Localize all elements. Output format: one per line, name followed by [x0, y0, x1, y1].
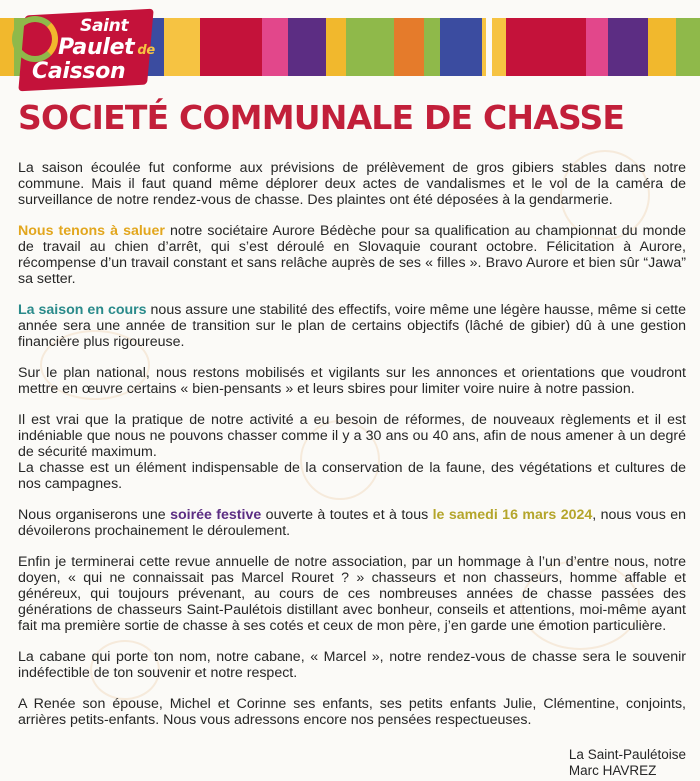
paragraph-9: A Renée son épouse, Michel et Corinne ses enfants, ses petits enfants Julie, Clémentine, conjoints, arrières petits-enfants. Nous vous adressons encore nos pensées respectueuses. [18, 696, 686, 728]
highlight-saluer: Nous tenons à saluer [18, 223, 165, 239]
paragraph-5b: La chasse est un élément indispensable de la conservation de la faune, des végétations et cultures de nos campagnes. [18, 460, 686, 492]
logo-line-2 [58, 35, 155, 60]
header-stripe [326, 18, 346, 76]
header-stripe [608, 18, 648, 76]
paragraph-7: Enfin je terminerai cette revue annuelle de notre association, par un hommage à l’un d’entre nous, notre doyen, « qui ne connaissait pas Marcel Rouret ? » chasseurs et non chasseurs, homme affable et généreux, qui toujours prévenant, au cours de ces nombreuses années de chasse passées des générations de chasseurs Saint-Paulétois distillant avec bonheur, conseils et attentions, moi-même ayant fait ma première sortie de chasse à ses cotés et ceux de mon père, j’en garde une émotion particulière. [18, 554, 686, 634]
header-stripe [394, 18, 424, 76]
paragraph-6-end: , nous vous en dévoilerons prochainement le déroulement. [18, 507, 686, 539]
header-stripe-gap [486, 18, 492, 76]
highlight-date: le samedi 16 mars 2024 [432, 507, 593, 523]
logo-line-2-small: de [137, 43, 155, 58]
paragraph-1: La saison écoulée fut conforme aux prévisions de prélèvement de gros gibiers stables dans notre commune. Mais il faut quand même déplorer deux actes de vandalismes et le vol de la caméra de surveillance de notre rendez-vous de chasse. Des plaintes ont été déposées à la gendarmerie. [18, 160, 686, 208]
header-stripe [482, 18, 506, 76]
signature-org: La Saint-Paulétoise [568, 747, 686, 762]
header-stripe [440, 18, 482, 76]
header-stripe [424, 18, 440, 76]
article-body [18, 160, 686, 743]
logo-line-2-text: Paulet [58, 35, 135, 60]
signature [569, 747, 686, 779]
logo-ring [12, 16, 58, 62]
header-stripe [288, 18, 326, 76]
header-stripe [164, 18, 200, 76]
header-stripe [648, 18, 676, 76]
header-stripe [540, 18, 586, 76]
paragraph-6-start: Nous organiserons une [18, 507, 171, 523]
page-title: SOCIETÉ COMMUNALE DE CHASSE [18, 98, 625, 137]
paragraph-6-mid: ouverte à toutes et à tous [261, 507, 433, 523]
paragraph-3 [18, 302, 686, 350]
highlight-soiree: soirée festive [170, 507, 262, 523]
header-stripe [506, 18, 540, 76]
logo [8, 4, 158, 94]
paragraph-5 [18, 412, 686, 492]
paragraph-6 [18, 507, 686, 539]
paragraph-4: Sur le plan national, nous restons mobilisés et vigilants sur les annonces et orientations que voudront mettre en œuvre certains « bien-pensants » et leurs sbires pour limiter voire nuire à notre passion. [18, 365, 686, 397]
header-stripe [676, 18, 700, 76]
header-stripe [218, 18, 262, 76]
paragraph-5a: Il est vrai que la pratique de notre activité a eu besoin de réformes, de nouveaux règlements et il est indéniable que nous ne pouvons chasser comme il y a 30 ans ou 40 ans, afin de nous amener à un degré de sécurité maximum. [18, 412, 686, 460]
paragraph-2 [18, 223, 686, 287]
header-stripe [200, 18, 218, 76]
paragraph-8: La cabane qui porte ton nom, notre cabane, « Marcel », notre rendez-vous de chasse sera le souvenir indéfectible de ton souvenir et notre respect. [18, 649, 686, 681]
paragraph-3-text: nous assure une stabilité des effectifs, voire même une légère hausse, même si cette année sera une année de transition sur le plan de certains objectifs (lâché de gibier) dû à une gestion financière plus rigoureuse. [18, 302, 686, 350]
logo-line-3: Caisson [32, 59, 126, 84]
paragraph-2-text: notre sociétaire Aurore Bédèche pour sa qualification au championnat du monde de travail au chien d’arrêt, qui s’est déroulé en Slovaquie courant octobre. Félicitation à Aurore, récompense d’un travail constant et sans relâche auprès de ses « filles ». Bravo Aurore et bien sûr “Jawa” sa setter. [18, 223, 686, 287]
signature-name: Marc HAVREZ [568, 763, 657, 778]
header-stripe [262, 18, 288, 76]
header-stripe [586, 18, 608, 76]
highlight-saison: La saison en cours [18, 302, 147, 318]
logo-line-1: Saint [80, 16, 129, 36]
header-stripe [346, 18, 394, 76]
